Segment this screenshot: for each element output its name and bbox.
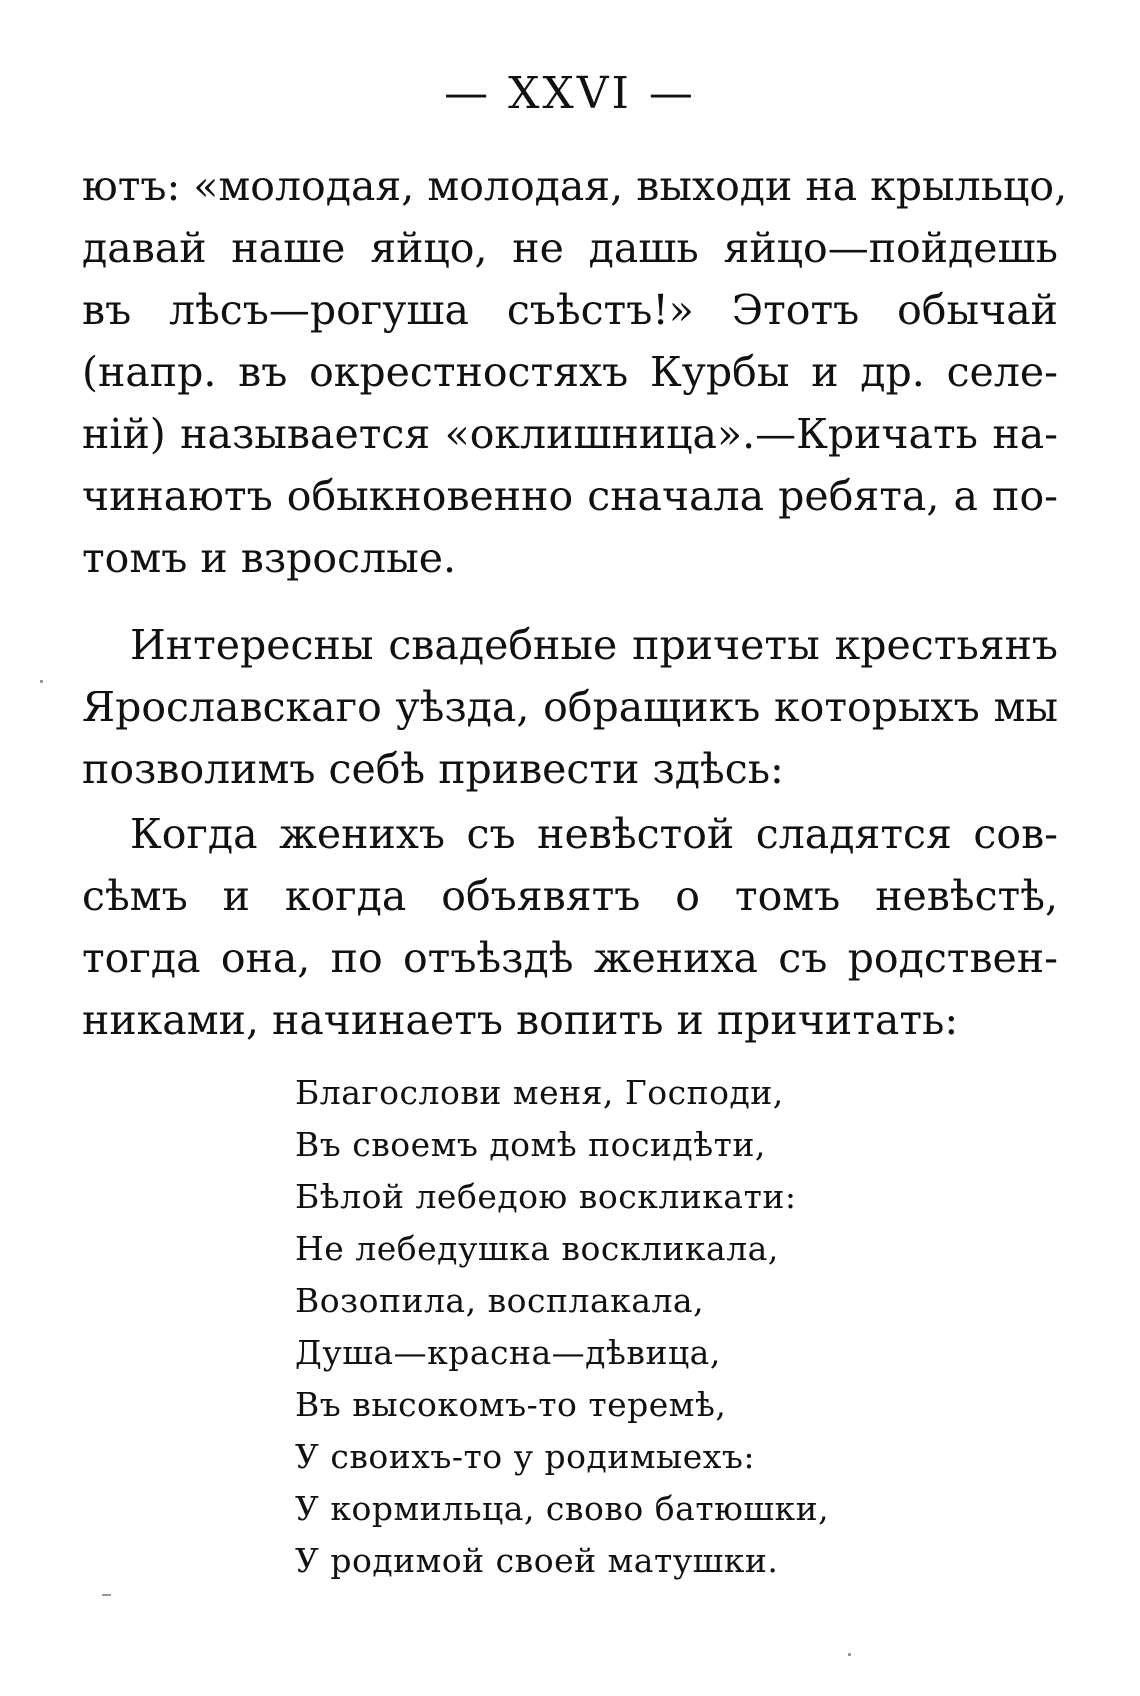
text-line: тогда она, по отъѣздѣ жениха съ родствен- [82,934,1058,982]
text-line: позволимъ себѣ привести здѣсь: [82,745,784,793]
text-line: никами, начинаетъ вопить и причитать: [82,996,959,1044]
text-line: ній) называется «оклишница».—Кричать на- [82,410,1058,458]
verse-line: У родимой своей матушки. [295,1541,779,1580]
text-line: Ярославскаго уѣзда, обращикъ которыхъ мы [82,683,1058,731]
scan-speck [40,680,43,683]
verse-line: У кормильца, свово батюшки, [295,1489,830,1528]
verse-line: У своихъ-то у родимыехъ: [295,1437,756,1476]
verse-line: Въ высокомъ-то теремѣ, [295,1385,727,1424]
text-line: Когда женихъ съ невѣстой сладятся сов- [130,810,1058,858]
text-line: ютъ: «молодая, молодая, выходи на крыльцо, [82,162,1068,210]
verse-line: Бѣлой лебедою воскликати: [295,1177,797,1216]
text-line: томъ и взрослые. [82,534,457,582]
text-line: сѣмъ и когда объявятъ о томъ невѣстѣ, [82,872,1058,920]
page-number: — XXVI — [444,68,696,119]
text-line: Интересны свадебные причеты крестьянъ [130,621,1058,669]
verse-line: Благослови меня, Господи, [295,1073,784,1112]
scan-speck [102,1594,111,1596]
scan-speck [848,1653,851,1656]
paragraph-2 [82,614,1058,800]
paragraph-3 [82,803,1058,1051]
paragraph-1 [82,155,1068,589]
verse-block [295,1067,829,1587]
text-line: давай наше яйцо, не дашь яйцо—пойдешь [82,224,1058,272]
verse-line: Душа—красна—дѣвица, [295,1333,721,1372]
verse-line: Возопила, восплакала, [295,1281,705,1320]
verse-line: Не лебедушка воскликала, [295,1229,779,1268]
text-line: въ лѣсъ—рогуша съѣстъ!» Этотъ обычай [82,286,1058,334]
text-line: (напр. въ окрестностяхъ Курбы и др. селе- [82,348,1058,396]
verse-line: Въ своемъ домѣ посидѣти, [295,1125,766,1164]
text-line: чинаютъ обыкновенно сначала ребята, а по- [82,472,1058,520]
